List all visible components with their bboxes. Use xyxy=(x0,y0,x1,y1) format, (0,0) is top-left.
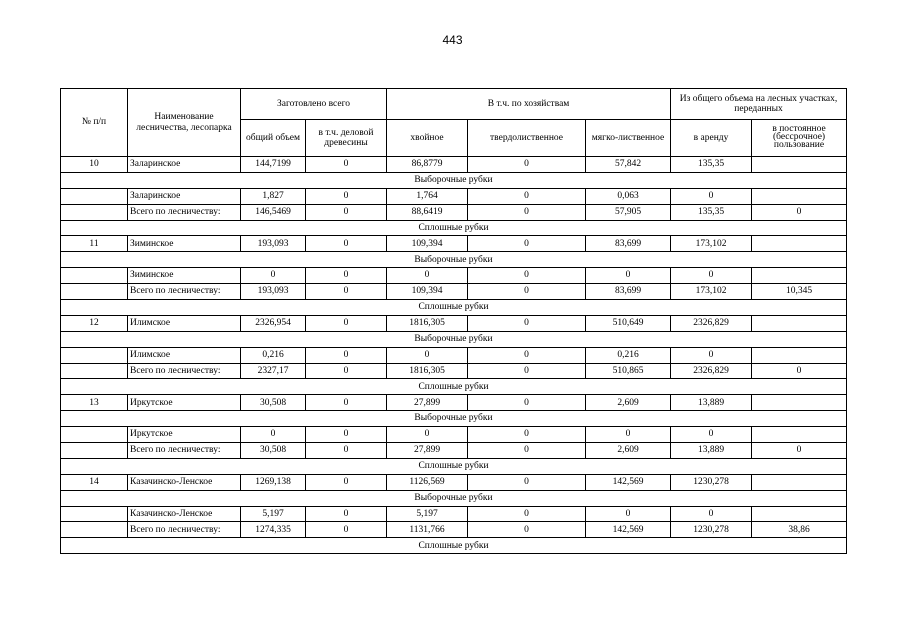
table-cell: 2,609 xyxy=(586,443,671,459)
table-cell: 57,842 xyxy=(586,157,671,173)
table-cell xyxy=(61,506,128,522)
table-cell: 0 xyxy=(241,427,306,443)
table-cell: 0 xyxy=(671,427,752,443)
table-cell: 13 xyxy=(61,395,128,411)
section-label: Сплошные рубки xyxy=(61,379,847,395)
table-cell: 0 xyxy=(306,204,387,220)
table-cell: 30,508 xyxy=(241,443,306,459)
table-cell: 12 xyxy=(61,315,128,331)
cell-name: Илимское xyxy=(128,347,241,363)
table-cell: 0 xyxy=(387,427,468,443)
table-cell: 0 xyxy=(468,427,586,443)
section-row xyxy=(61,220,847,236)
table-row xyxy=(61,427,847,443)
table-cell: 0 xyxy=(306,522,387,538)
table-row xyxy=(61,268,847,284)
table-cell: 144,7199 xyxy=(241,157,306,173)
table-row xyxy=(61,284,847,300)
table-cell: 14 xyxy=(61,474,128,490)
table-cell: 10,345 xyxy=(752,284,847,300)
header-business: в т.ч. деловой древесины xyxy=(306,120,387,157)
table-cell: 83,699 xyxy=(586,236,671,252)
section-label: Сплошные рубки xyxy=(61,220,847,236)
header-softwood: мягко-лиственное xyxy=(586,120,671,157)
header-by-farms-group: В т.ч. по хозяйствам xyxy=(387,89,671,120)
table-cell: 1,827 xyxy=(241,188,306,204)
section-row xyxy=(61,379,847,395)
table-cell: 0 xyxy=(306,347,387,363)
table-cell: 1269,138 xyxy=(241,474,306,490)
table-cell: 27,899 xyxy=(387,395,468,411)
table-cell xyxy=(752,395,847,411)
table-cell: 0 xyxy=(468,443,586,459)
table-cell: 0 xyxy=(752,363,847,379)
table-cell xyxy=(61,522,128,538)
header-total: общий объем xyxy=(241,120,306,157)
table-row xyxy=(61,347,847,363)
table-cell: 146,5469 xyxy=(241,204,306,220)
table-cell: 30,508 xyxy=(241,395,306,411)
table-cell: 109,394 xyxy=(387,284,468,300)
table-cell xyxy=(752,315,847,331)
table-cell: 1274,335 xyxy=(241,522,306,538)
cell-name: Заларинское xyxy=(128,188,241,204)
cell-name: Всего по лесничеству: xyxy=(128,363,241,379)
table-cell xyxy=(61,347,128,363)
page-number: 443 xyxy=(442,33,463,47)
table-cell: 0 xyxy=(752,443,847,459)
header-transferred-group: Из общего объема на лесных участках, переданных xyxy=(671,89,847,120)
table-cell: 0 xyxy=(306,395,387,411)
section-label: Сплошные рубки xyxy=(61,300,847,316)
table-cell xyxy=(61,427,128,443)
table-cell: 135,35 xyxy=(671,204,752,220)
table-cell: 0 xyxy=(586,427,671,443)
cell-name: Илимское xyxy=(128,315,241,331)
section-label: Выборочные рубки xyxy=(61,490,847,506)
table-cell xyxy=(752,474,847,490)
table-cell: 173,102 xyxy=(671,284,752,300)
section-row xyxy=(61,411,847,427)
table-cell: 0 xyxy=(241,268,306,284)
cell-name: Всего по лесничеству: xyxy=(128,204,241,220)
table-cell: 193,093 xyxy=(241,236,306,252)
table-cell: 0 xyxy=(468,395,586,411)
table-row xyxy=(61,157,847,173)
table-cell xyxy=(61,188,128,204)
table-cell: 0 xyxy=(306,236,387,252)
table-cell xyxy=(752,506,847,522)
cell-name: Заларинское xyxy=(128,157,241,173)
table-row xyxy=(61,506,847,522)
table-cell: 142,569 xyxy=(586,522,671,538)
table-cell: 1816,305 xyxy=(387,363,468,379)
cell-name: Всего по лесничеству: xyxy=(128,443,241,459)
header-name: Наименование лесничества, лесопарка xyxy=(128,89,241,157)
table-cell: 0 xyxy=(468,188,586,204)
table-cell: 1,764 xyxy=(387,188,468,204)
table-cell xyxy=(61,363,128,379)
table-cell xyxy=(61,443,128,459)
table-cell xyxy=(752,236,847,252)
header-num: № п/п xyxy=(61,89,128,157)
table-cell: 2326,829 xyxy=(671,315,752,331)
table-cell: 0 xyxy=(468,315,586,331)
section-label: Выборочные рубки xyxy=(61,411,847,427)
table-cell: 2326,829 xyxy=(671,363,752,379)
table-row xyxy=(61,443,847,459)
cell-name: Иркутское xyxy=(128,395,241,411)
table-cell: 173,102 xyxy=(671,236,752,252)
table-cell: 2327,17 xyxy=(241,363,306,379)
table-row xyxy=(61,363,847,379)
table-cell: 0 xyxy=(468,157,586,173)
table-cell: 0,216 xyxy=(241,347,306,363)
section-row xyxy=(61,458,847,474)
table-cell: 0 xyxy=(586,268,671,284)
table-row xyxy=(61,315,847,331)
section-label: Сплошные рубки xyxy=(61,538,847,554)
table-cell: 11 xyxy=(61,236,128,252)
table-cell: 1230,278 xyxy=(671,474,752,490)
table-cell: 86,8779 xyxy=(387,157,468,173)
table-cell: 0 xyxy=(306,427,387,443)
cell-name: Казачинско-Ленское xyxy=(128,474,241,490)
table-cell: 0 xyxy=(306,268,387,284)
table-cell: 510,865 xyxy=(586,363,671,379)
table-cell: 1126,569 xyxy=(387,474,468,490)
section-label: Сплошные рубки xyxy=(61,458,847,474)
section-row xyxy=(61,252,847,268)
table-cell xyxy=(752,268,847,284)
table-cell: 0,216 xyxy=(586,347,671,363)
table-cell: 0 xyxy=(671,268,752,284)
table-cell: 13,889 xyxy=(671,443,752,459)
header-rent: в аренду xyxy=(671,120,752,157)
table-cell: 0 xyxy=(671,347,752,363)
table-cell: 0 xyxy=(387,347,468,363)
table-cell: 0 xyxy=(306,284,387,300)
table-row xyxy=(61,474,847,490)
cell-name: Иркутское xyxy=(128,427,241,443)
table-cell: 5,197 xyxy=(387,506,468,522)
table-header xyxy=(61,89,847,157)
cell-name: Всего по лесничеству: xyxy=(128,522,241,538)
table-row xyxy=(61,204,847,220)
table-cell: 109,394 xyxy=(387,236,468,252)
header-permanent xyxy=(752,120,847,157)
table-cell: 193,093 xyxy=(241,284,306,300)
table-row xyxy=(61,236,847,252)
table-cell: 0 xyxy=(671,506,752,522)
table-cell: 2,609 xyxy=(586,395,671,411)
table-cell xyxy=(752,427,847,443)
table-cell xyxy=(61,204,128,220)
table-cell: 510,649 xyxy=(586,315,671,331)
cell-name: Зиминское xyxy=(128,236,241,252)
section-row xyxy=(61,331,847,347)
table-cell: 0 xyxy=(468,236,586,252)
section-label: Выборочные рубки xyxy=(61,172,847,188)
header-total-group: Заготовлено всего xyxy=(241,89,387,120)
table-cell: 10 xyxy=(61,157,128,173)
header-hardwood: твердолиственное xyxy=(468,120,586,157)
table-cell: 0 xyxy=(306,474,387,490)
table-cell: 0 xyxy=(306,443,387,459)
table-cell: 27,899 xyxy=(387,443,468,459)
table-cell: 0 xyxy=(468,363,586,379)
table-cell: 0 xyxy=(306,315,387,331)
table-cell: 88,6419 xyxy=(387,204,468,220)
table-cell: 0,063 xyxy=(586,188,671,204)
table-cell: 5,197 xyxy=(241,506,306,522)
header-permanent-label: в постоянное (бессрочное) пользование xyxy=(772,124,826,151)
table-cell: 0 xyxy=(306,157,387,173)
section-row xyxy=(61,490,847,506)
table-cell: 0 xyxy=(468,522,586,538)
table-cell: 0 xyxy=(306,188,387,204)
table-cell: 142,569 xyxy=(586,474,671,490)
table-row xyxy=(61,522,847,538)
table-row xyxy=(61,188,847,204)
table-cell: 0 xyxy=(468,347,586,363)
table-body xyxy=(61,157,847,554)
table-cell: 0 xyxy=(752,204,847,220)
table-cell: 0 xyxy=(671,188,752,204)
table-cell xyxy=(752,347,847,363)
table-cell: 0 xyxy=(306,506,387,522)
section-label: Выборочные рубки xyxy=(61,331,847,347)
header-coniferous: хвойное xyxy=(387,120,468,157)
table-cell: 2326,954 xyxy=(241,315,306,331)
table-cell xyxy=(61,284,128,300)
section-row xyxy=(61,538,847,554)
table-cell: 1816,305 xyxy=(387,315,468,331)
section-row xyxy=(61,300,847,316)
table-cell: 0 xyxy=(387,268,468,284)
cell-name: Казачинско-Ленское xyxy=(128,506,241,522)
table-cell: 57,905 xyxy=(586,204,671,220)
cell-name: Зиминское xyxy=(128,268,241,284)
table-cell: 0 xyxy=(468,204,586,220)
table-cell: 0 xyxy=(468,284,586,300)
table-cell: 13,889 xyxy=(671,395,752,411)
table-cell: 83,699 xyxy=(586,284,671,300)
table-cell: 0 xyxy=(306,363,387,379)
table-cell: 38,86 xyxy=(752,522,847,538)
table-row xyxy=(61,395,847,411)
harvest-table xyxy=(60,88,847,554)
section-label: Выборочные рубки xyxy=(61,252,847,268)
section-row xyxy=(61,172,847,188)
table-cell: 0 xyxy=(468,506,586,522)
table-cell: 1131,766 xyxy=(387,522,468,538)
table-cell xyxy=(752,157,847,173)
cell-name: Всего по лесничеству: xyxy=(128,284,241,300)
table-cell xyxy=(752,188,847,204)
table-cell: 0 xyxy=(468,268,586,284)
table-cell: 0 xyxy=(586,506,671,522)
table-cell: 0 xyxy=(468,474,586,490)
table-cell xyxy=(61,268,128,284)
table-cell: 1230,278 xyxy=(671,522,752,538)
table-cell: 135,35 xyxy=(671,157,752,173)
